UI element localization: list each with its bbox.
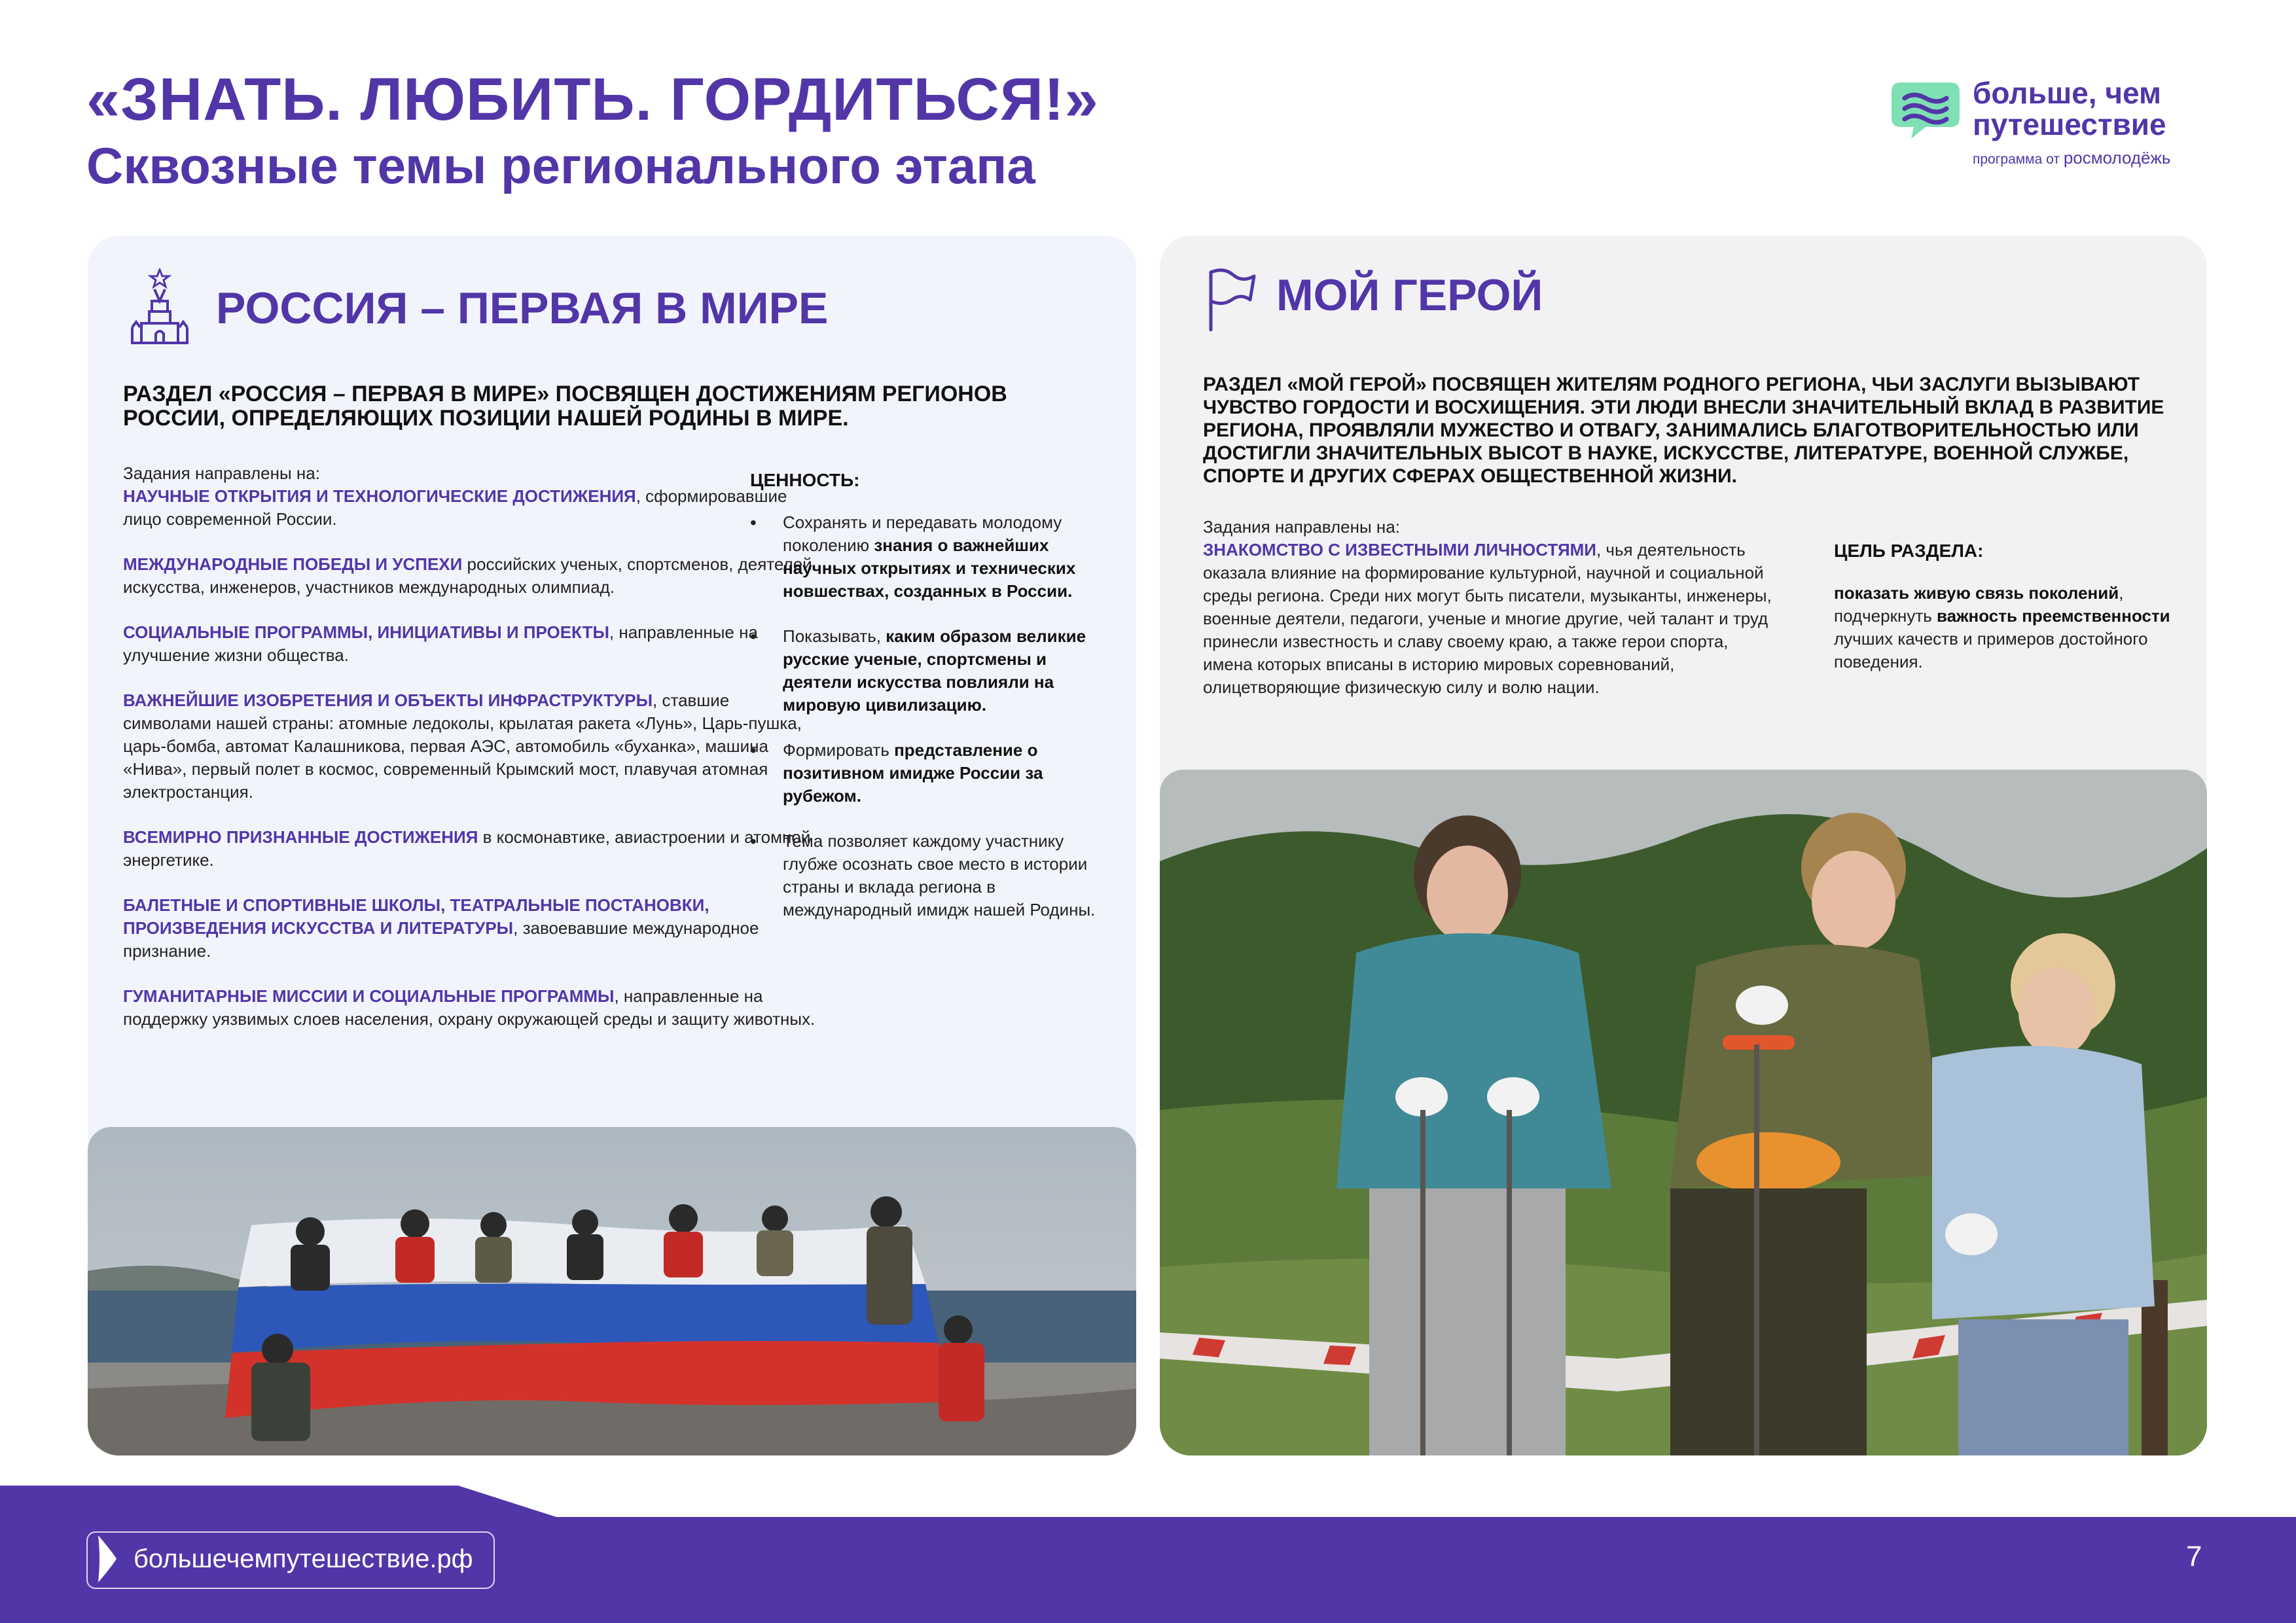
value-text: Показывать, — [783, 626, 886, 646]
card-title-hero: МОЙ ГЕРОЙ — [1276, 270, 1543, 320]
tasks-column-russia — [123, 462, 817, 1053]
lead-russia: РАЗДЕЛ «РОССИЯ – ПЕРВАЯ В МИРЕ» ПОСВЯЩЕН ДОСТИЖЕНИЯМ РЕГИОНОВ РОССИИ, ОПРЕДЕЛЯЮЩИХ ПОЗИЦИИ НАШЕЙ РОДИНЫ В МИРЕ. — [123, 382, 1007, 431]
task-item — [123, 985, 817, 1031]
goal-column — [1834, 539, 2187, 673]
logo-wordmark — [1973, 77, 2166, 140]
goal-text-1: , подчеркнуть — [1834, 583, 2124, 626]
logo-line-2: путешествие — [1973, 107, 2166, 141]
value-column — [750, 469, 1110, 944]
task-highlight: ЗНАКОМСТВО С ИЗВЕСТНЫМИ ЛИЧНОСТЯМИ — [1203, 540, 1596, 560]
task-item — [123, 485, 817, 531]
brand-logo[interactable] — [1888, 75, 2202, 173]
value-item — [750, 625, 1110, 717]
goal-text-2: лучших качеств и примеров достойного поведения. — [1834, 629, 2148, 671]
page-number: 7 — [2186, 1541, 2202, 1573]
task-text: в космонавтике, авиастроении и атомной энергетике. — [123, 827, 811, 870]
card-my-hero — [1160, 236, 2207, 1455]
value-list — [750, 511, 1110, 921]
lead-hero: РАЗДЕЛ «МОЙ ГЕРОЙ» ПОСВЯЩЕН ЖИТЕЛЯМ РОДНОГО РЕГИОНА, ЧЬИ ЗАСЛУГИ ВЫЗЫВАЮТ ЧУВСТВО ГОРДОСТИ И ВОСХИЩЕНИЯ. ЭТИ ЛЮДИ ВНЕСЛИ ЗНАЧИТЕЛЬНЫЙ ВКЛАД В РАЗВИТИЕ РЕГИОНА, ПРОЯВЛЯЛИ МУЖЕСТВО И ОТВАГУ, ЗАНИМАЛИСЬ БЛАГОТВОРИТЕЛЬНОСТЬЮ ИЛИ ДОСТИГЛИ ЗНАЧИТЕЛЬНЫХ ВЫСОТ В НАУКЕ, ИСКУССТВЕ, ЛИТЕРАТУРЕ, ВОЕННОЙ СЛУЖБЕ, СПОРТЕ И ДРУГИХ СФЕРАХ ОБЩЕСТВЕННОЙ ЖИЗНИ. — [1203, 374, 2164, 487]
task-text: , сформировавшие лицо современной России. — [123, 486, 787, 529]
goal-bold-1: показать живую связь поколений — [1834, 583, 2119, 603]
task-text: , направленные на улучшение жизни общества. — [123, 622, 758, 665]
task-item — [123, 894, 817, 963]
logo-line-1: больше, чем — [1973, 76, 2162, 110]
goal-bold-2: важность преемственности — [1937, 606, 2170, 626]
flag-icon — [1204, 267, 1257, 332]
task-highlight: ВАЖНЕЙШИЕ ИЗОБРЕТЕНИЯ И ОБЪЕКТЫ ИНФРАСТРУКТУРЫ — [123, 690, 653, 710]
card-title-russia: РОССИЯ – ПЕРВАЯ В МИРЕ — [216, 283, 829, 333]
value-item — [750, 739, 1110, 808]
task-text: российских ученых, спортсменов, деятелей искусства, инженеров, участников международных олимпиад. — [123, 554, 812, 597]
page-subtitle: Сквозные темы регионального этапа — [86, 137, 1035, 194]
footer-link[interactable] — [86, 1531, 495, 1589]
logo-sub-text: программа от — [1973, 152, 2060, 167]
task-text: , чья деятельность оказала влияние на формирование культурной, научной и социальной среды региона. Среди них могут быть писатели, музыканты, инженеры, военные деятели, педагоги, ученые и многие другие, чей талант и труд принесли известность и славу своему краю, а также герои спорта, имена которых вписаны в историю мировых соревнований, олицетворяющие физическую силу и волю нации. — [1203, 540, 1772, 697]
value-bold: представление о позитивном имидже России за рубежом. — [783, 740, 1043, 806]
value-item — [750, 830, 1110, 921]
value-text: Сохранять и передавать молодому поколению — [783, 512, 1062, 555]
logo-sub-brand: росмолодёжь — [2063, 148, 2171, 168]
card-russia-first — [88, 236, 1136, 1455]
footer-url: большечемпутешествие.рф — [134, 1544, 473, 1573]
page-title: «ЗНАТЬ. ЛЮБИТЬ. ГОРДИТЬСЯ!» — [86, 66, 1099, 133]
value-bold: каким образом великие русские ученые, спортсмены и деятели искусства повлияли на мировую цивилизацию. — [783, 626, 1086, 715]
goal-text — [1834, 582, 2187, 673]
task-highlight: НАУЧНЫЕ ОТКРЫТИЯ И ТЕХНОЛОГИЧЕСКИЕ ДОСТИЖЕНИЯ — [123, 486, 636, 506]
logo-waves-icon — [1888, 79, 1964, 141]
tasks-intro: Задания направлены на: — [1203, 517, 1400, 537]
value-text: Формировать — [783, 740, 895, 760]
tasks-intro: Задания направлены на: — [123, 463, 320, 483]
logo-sub — [1973, 148, 2170, 168]
task-text: , ставшие символами нашей страны: атомные ледоколы, крылатая ракета «Лунь», Царь-пушка, царь-бомба, автомат Калашникова, первая АЭС, автомобиль «буханка», машина «Нива», первый полет в космос, современный Крымский мост, плавучая атомная электростанция. — [123, 690, 802, 802]
task-highlight: ГУМАНИТАРНЫЕ МИССИИ И СОЦИАЛЬНЫЕ ПРОГРАММЫ — [123, 986, 615, 1006]
task-text: , завоевавшие международное признание. — [123, 918, 759, 961]
photo-flag-group — [88, 1127, 1136, 1455]
task-item — [123, 553, 817, 599]
kremlin-tower-icon — [127, 268, 192, 347]
task-item — [123, 621, 817, 667]
photo-volunteers-image — [1160, 770, 2207, 1455]
goal-heading: ЦЕЛЬ РАЗДЕЛА: — [1834, 541, 1984, 561]
value-text: Тема позволяет каждому участнику глубже осознать свое место в истории страны и вклада региона в международный имидж нашей Родины. — [783, 831, 1096, 919]
task-item — [123, 826, 817, 872]
value-bold: знания о важнейших научных открытиях и технических новшествах, созданных в России. — [783, 535, 1076, 601]
tasks-column-hero — [1203, 516, 1779, 699]
value-heading: ЦЕННОСТЬ: — [750, 470, 860, 490]
task-item — [123, 689, 817, 804]
task-text: , направленные на поддержку уязвимых слоев населения, охрану окружающей среды и защиту животных. — [123, 986, 816, 1029]
task-item — [1203, 539, 1779, 699]
task-highlight: ВСЕМИРНО ПРИЗНАННЫЕ ДОСТИЖЕНИЯ — [123, 827, 478, 847]
footer-arrow-icon — [93, 1533, 119, 1585]
task-highlight: СОЦИАЛЬНЫЕ ПРОГРАММЫ, ИНИЦИАТИВЫ И ПРОЕКТЫ — [123, 622, 609, 642]
task-highlight: МЕЖДУНАРОДНЫЕ ПОБЕДЫ И УСПЕХИ — [123, 554, 463, 574]
value-item — [750, 511, 1110, 603]
photo-flag-group-image — [88, 1127, 1136, 1455]
task-highlight: БАЛЕТНЫЕ И СПОРТИВНЫЕ ШКОЛЫ, ТЕАТРАЛЬНЫЕ ПОСТАНОВКИ, ПРОИЗВЕДЕНИЯ ИСКУССТВА И ЛИТЕРАТУРЫ — [123, 895, 709, 938]
photo-volunteers — [1160, 770, 2207, 1455]
